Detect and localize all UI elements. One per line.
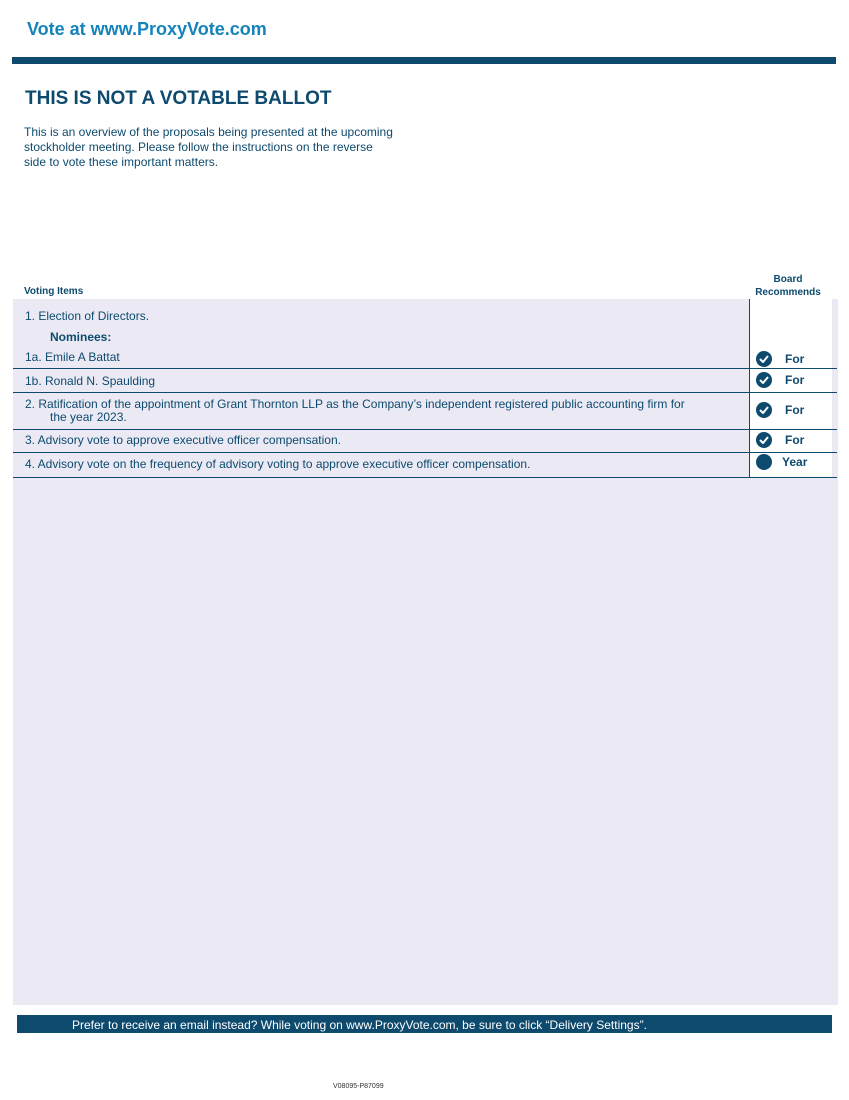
recommendation-value: For: [785, 403, 805, 417]
table-row-continuation: the year 2023.: [50, 410, 127, 424]
table-row: 1b. Ronald N. Spaulding: [25, 374, 156, 388]
recommendation-value: Year: [782, 455, 808, 469]
row-divider: [13, 368, 837, 369]
nominees-label: Nominees:: [50, 330, 112, 344]
checkmark-icon: [756, 432, 772, 448]
checkmark-icon: [756, 372, 772, 388]
board-header-line: Board: [773, 274, 803, 285]
row-divider: [13, 429, 837, 430]
intro-line: stockholder meeting. Please follow the instructions on the reverse: [24, 140, 373, 154]
recommendation-for: [756, 371, 804, 389]
recommendation-value: For: [785, 433, 805, 447]
row-divider: [13, 477, 837, 478]
board-header-line: Recommends: [755, 287, 821, 298]
recommendation-for: [756, 401, 804, 419]
intro-line: This is an overview of the proposals being presented at the upcoming: [24, 125, 393, 139]
checkmark-icon: [756, 351, 772, 367]
page-title: THIS IS NOT A VOTABLE BALLOT: [25, 88, 332, 109]
checkmark-icon: [756, 402, 772, 418]
document-code: V08095-P87099: [333, 1083, 384, 1090]
intro-line: side to vote these important matters.: [24, 155, 219, 169]
header-divider: [12, 57, 836, 64]
table-row: 1a. Emile A Battat: [25, 350, 120, 364]
table-row: 4. Advisory vote on the frequency of advisory voting to approve executive officer compensation.: [25, 457, 531, 471]
table-row: 2. Ratification of the appointment of Grant Thornton LLP as the Company’s independent registered public accounting firm for: [25, 397, 685, 411]
recommendation-year: [756, 453, 807, 471]
intro-text: [24, 125, 434, 170]
board-recommends-header: [749, 273, 827, 299]
voting-items-header: Voting Items: [24, 286, 84, 297]
row-divider: [13, 452, 837, 453]
recommendation-for: [756, 350, 804, 368]
table-row: 3. Advisory vote to approve executive officer compensation.: [25, 433, 341, 447]
recommendation-for: [756, 431, 804, 449]
row-divider: [13, 392, 837, 393]
footer-banner-text: Prefer to receive an email instead? While voting on www.ProxyVote.com, be sure to click “Delivery Settings”.: [72, 1018, 647, 1032]
filled-circle-icon: [756, 454, 772, 470]
proxyvote-link[interactable]: Vote at www.ProxyVote.com: [27, 19, 267, 39]
proposal-1-label: 1. Election of Directors.: [25, 309, 150, 323]
recommendation-value: For: [785, 373, 805, 387]
recommendation-value: For: [785, 352, 805, 366]
